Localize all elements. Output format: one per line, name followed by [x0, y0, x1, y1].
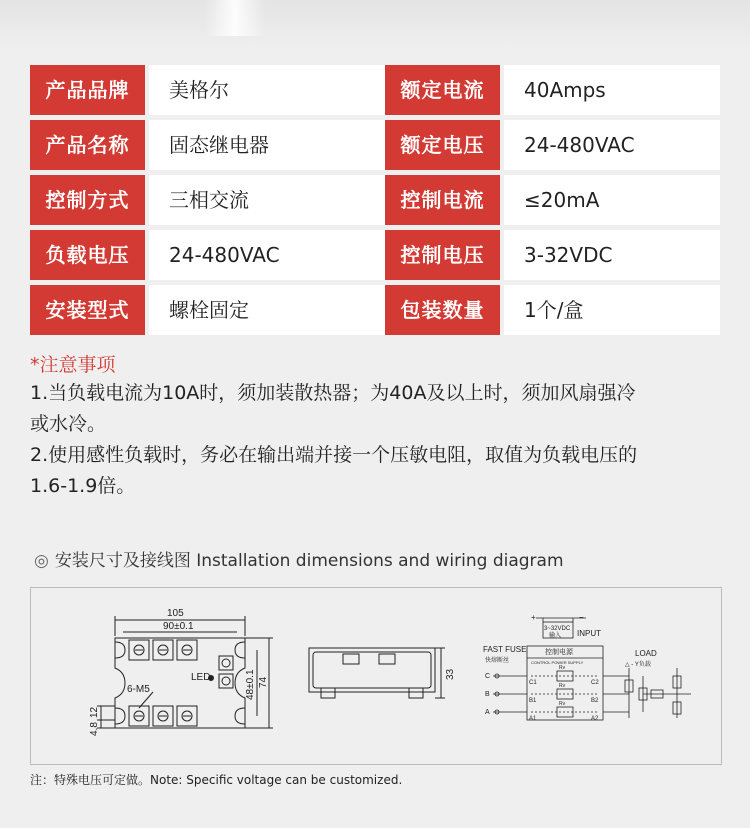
- spec-value: 螺栓固定: [149, 285, 393, 335]
- ctrl-input-en: INPUT: [577, 629, 601, 638]
- spec-label: 产品品牌: [30, 65, 145, 115]
- phase-b-label: B: [485, 691, 490, 698]
- footnote: 注：特殊电压可定做。Note: Specific voltage can be customized.: [30, 773, 403, 787]
- spec-value: 固态继电器: [149, 120, 393, 170]
- notice-section: [30, 352, 730, 502]
- spec-row: [30, 285, 720, 335]
- notice-line: 或水冷。: [30, 413, 107, 435]
- term-c2-label: C2: [591, 680, 599, 686]
- load-label-cn: △ - Y负载: [625, 662, 651, 668]
- target-icon: ◎: [34, 551, 49, 571]
- dim-33-label: 33: [445, 668, 456, 680]
- spec-label: 安装型式: [30, 285, 145, 335]
- term-c1-label: C1: [529, 680, 537, 686]
- fast-fuse-cn: 快熔断丝: [485, 658, 510, 664]
- spec-row: [30, 65, 720, 115]
- spec-label: 额定电流: [385, 65, 500, 115]
- term-b2-label: B2: [591, 698, 599, 704]
- spec-table: [30, 65, 720, 340]
- dim-74-label: 74: [258, 676, 269, 688]
- phase-c-label: C: [485, 673, 491, 680]
- dim-48-label: 48±0.1: [245, 669, 256, 700]
- notice-line: 2.使用感性负载时，务必在输出端并接一个压敏电阻，取值为负载电压的: [30, 444, 638, 466]
- notice-line: 1.6-1.9倍。: [30, 475, 136, 497]
- minus-label: −: [579, 613, 584, 622]
- relay-side-view: [309, 648, 445, 698]
- installation-diagram: [31, 588, 721, 764]
- term-b1-label: B1: [529, 698, 537, 704]
- dim-12-label: 12: [89, 706, 100, 718]
- light-streak: [205, 0, 265, 36]
- term-a1-label: A1: [529, 716, 537, 722]
- spec-value: 美格尔: [149, 65, 393, 115]
- spec-value: 1个/盒: [504, 285, 720, 335]
- rv-label: Rv: [559, 683, 566, 689]
- ctrl-power-cn: 控制电源: [545, 649, 573, 656]
- spec-label: 控制方式: [30, 175, 145, 225]
- dim-90-label: 90±0.1: [163, 621, 194, 632]
- section-title: [34, 546, 564, 571]
- spec-value: 40Amps: [504, 65, 720, 115]
- section-title-text: 安装尺寸及接线图 Installation dimensions and wiring diagram: [54, 551, 564, 571]
- m5-label: 6-M5: [127, 684, 150, 695]
- ctrl-power-en: CONTROL POWER SUPPLY: [531, 660, 584, 665]
- spec-row: [30, 175, 720, 225]
- relay-top-view: [97, 608, 273, 728]
- spec-value: 三相交流: [149, 175, 393, 225]
- notice-title: *注意事项: [30, 354, 116, 376]
- diagram-frame: [30, 587, 722, 765]
- plus-label: +: [531, 613, 536, 622]
- spec-row: [30, 230, 720, 280]
- dim-4-8-label: 4.8: [89, 722, 100, 736]
- led-label: LED: [191, 672, 211, 683]
- ctrl-input-cn: 输入: [549, 633, 562, 639]
- ctrl-voltage-label: 3~32VDC: [544, 626, 571, 632]
- spec-label: 控制电压: [385, 230, 500, 280]
- phase-a-label: A: [485, 709, 490, 716]
- spec-label: 控制电流: [385, 175, 500, 225]
- spec-row: [30, 120, 720, 170]
- dim-105-label: 105: [167, 608, 184, 619]
- spec-label: 额定电压: [385, 120, 500, 170]
- top-banner-background: [0, 0, 750, 50]
- spec-value: 24-480VAC: [149, 230, 393, 280]
- rv-label: Rv: [559, 701, 566, 707]
- spec-value: 24-480VAC: [504, 120, 720, 170]
- spec-value: 3-32VDC: [504, 230, 720, 280]
- spec-label: 产品名称: [30, 120, 145, 170]
- spec-label: 负载电压: [30, 230, 145, 280]
- spec-value: ≤20mA: [504, 175, 720, 225]
- load-label-en: LOAD: [635, 649, 657, 658]
- spec-label: 包装数量: [385, 285, 500, 335]
- rv-label: Rv: [559, 665, 566, 671]
- term-a2-label: A2: [591, 716, 599, 722]
- fast-fuse-en: FAST FUSE: [483, 645, 527, 654]
- notice-line: 1.当负载电流为10A时，须加装散热器；为40A及以上时，须加风扇强冷: [30, 382, 636, 404]
